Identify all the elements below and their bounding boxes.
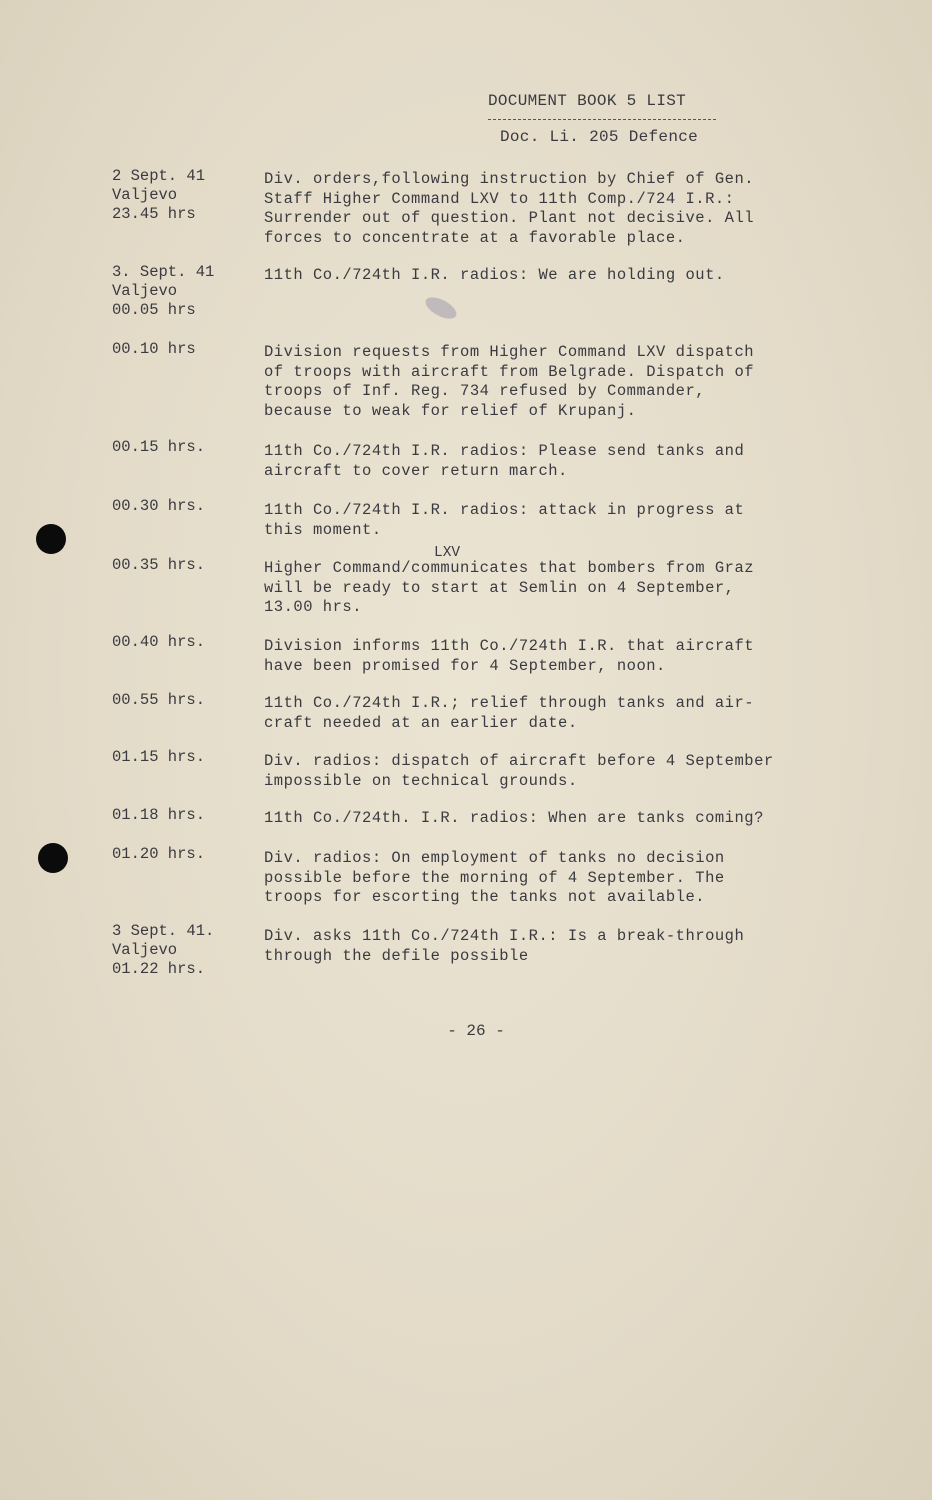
entry-text: Div. asks 11th Co./724th I.R.: Is a break-through through the defile possible (264, 927, 745, 965)
entry-text: Div. radios: dispatch of aircraft before 4 September impossible on technical grounds. (264, 752, 774, 790)
entry-date: 00.35 hrs. (112, 556, 206, 574)
document-subtitle: Doc. Li. 205 Defence (500, 128, 699, 146)
entry-text: 11th Co./724th I.R.; relief through tanks and air- craft needed at an earlier date. (264, 694, 755, 732)
title-underline (488, 119, 716, 120)
entry-date: 3 Sept. 41. Valjevo 01.22 hrs. (112, 922, 215, 978)
page-number: - 26 - (447, 1022, 505, 1040)
document-header (488, 92, 748, 146)
entry-text: Div. radios: On employment of tanks no decision possible before the morning of 4 September. The troops for escorting the tanks not available. (264, 849, 725, 906)
entry-text: 11th Co./724th I.R. radios: We are holding out. (264, 266, 725, 284)
entry-date: 01.20 hrs. (112, 845, 206, 863)
entry-date: 3. Sept. 41 Valjevo 00.05 hrs (112, 263, 215, 319)
entry-text: 11th Co./724th. I.R. radios: When are tanks coming? (264, 809, 764, 827)
entry-text: Div. orders,following instruction by Chief of Gen. Staff Higher Command LXV to 11th Comp./724 I.R.: Surrender out of question. Plant not decisive. All forces to concentrate at a favorable place. (264, 170, 755, 247)
entry-text: 11th Co./724th I.R. radios: attack in progress at this moment. (264, 501, 745, 539)
entry-date: 00.55 hrs. (112, 691, 206, 709)
superscript-annotation: LXV (434, 545, 461, 561)
entry-date: 2 Sept. 41 Valjevo 23.45 hrs (112, 167, 206, 223)
entry-text: Division informs 11th Co./724th I.R. that aircraft have been promised for 4 September, noon. (264, 637, 755, 675)
entry-date: 00.15 hrs. (112, 438, 206, 456)
entry-date: 00.10 hrs (112, 340, 196, 358)
entry-text: Higher Command/communicates that bombers from Graz will be ready to start at Semlin on 4 September, 13.00 hrs. (264, 559, 755, 616)
ink-smudge (422, 293, 460, 323)
punch-hole (36, 524, 66, 554)
entry-date: 00.40 hrs. (112, 633, 206, 651)
entry-text: Division requests from Higher Command LXV dispatch of troops with aircraft from Belgrade. Dispatch of troops of Inf. Reg. 734 refused by Commander, because to weak for relief of Krupanj. (264, 343, 755, 420)
punch-hole (38, 843, 68, 873)
document-title: DOCUMENT BOOK 5 LIST (488, 92, 687, 110)
entry-date: 01.15 hrs. (112, 748, 206, 766)
entry-text: 11th Co./724th I.R. radios: Please send tanks and aircraft to cover return march. (264, 442, 745, 480)
entry-date: 00.30 hrs. (112, 497, 206, 515)
entry-date: 01.18 hrs. (112, 806, 206, 824)
